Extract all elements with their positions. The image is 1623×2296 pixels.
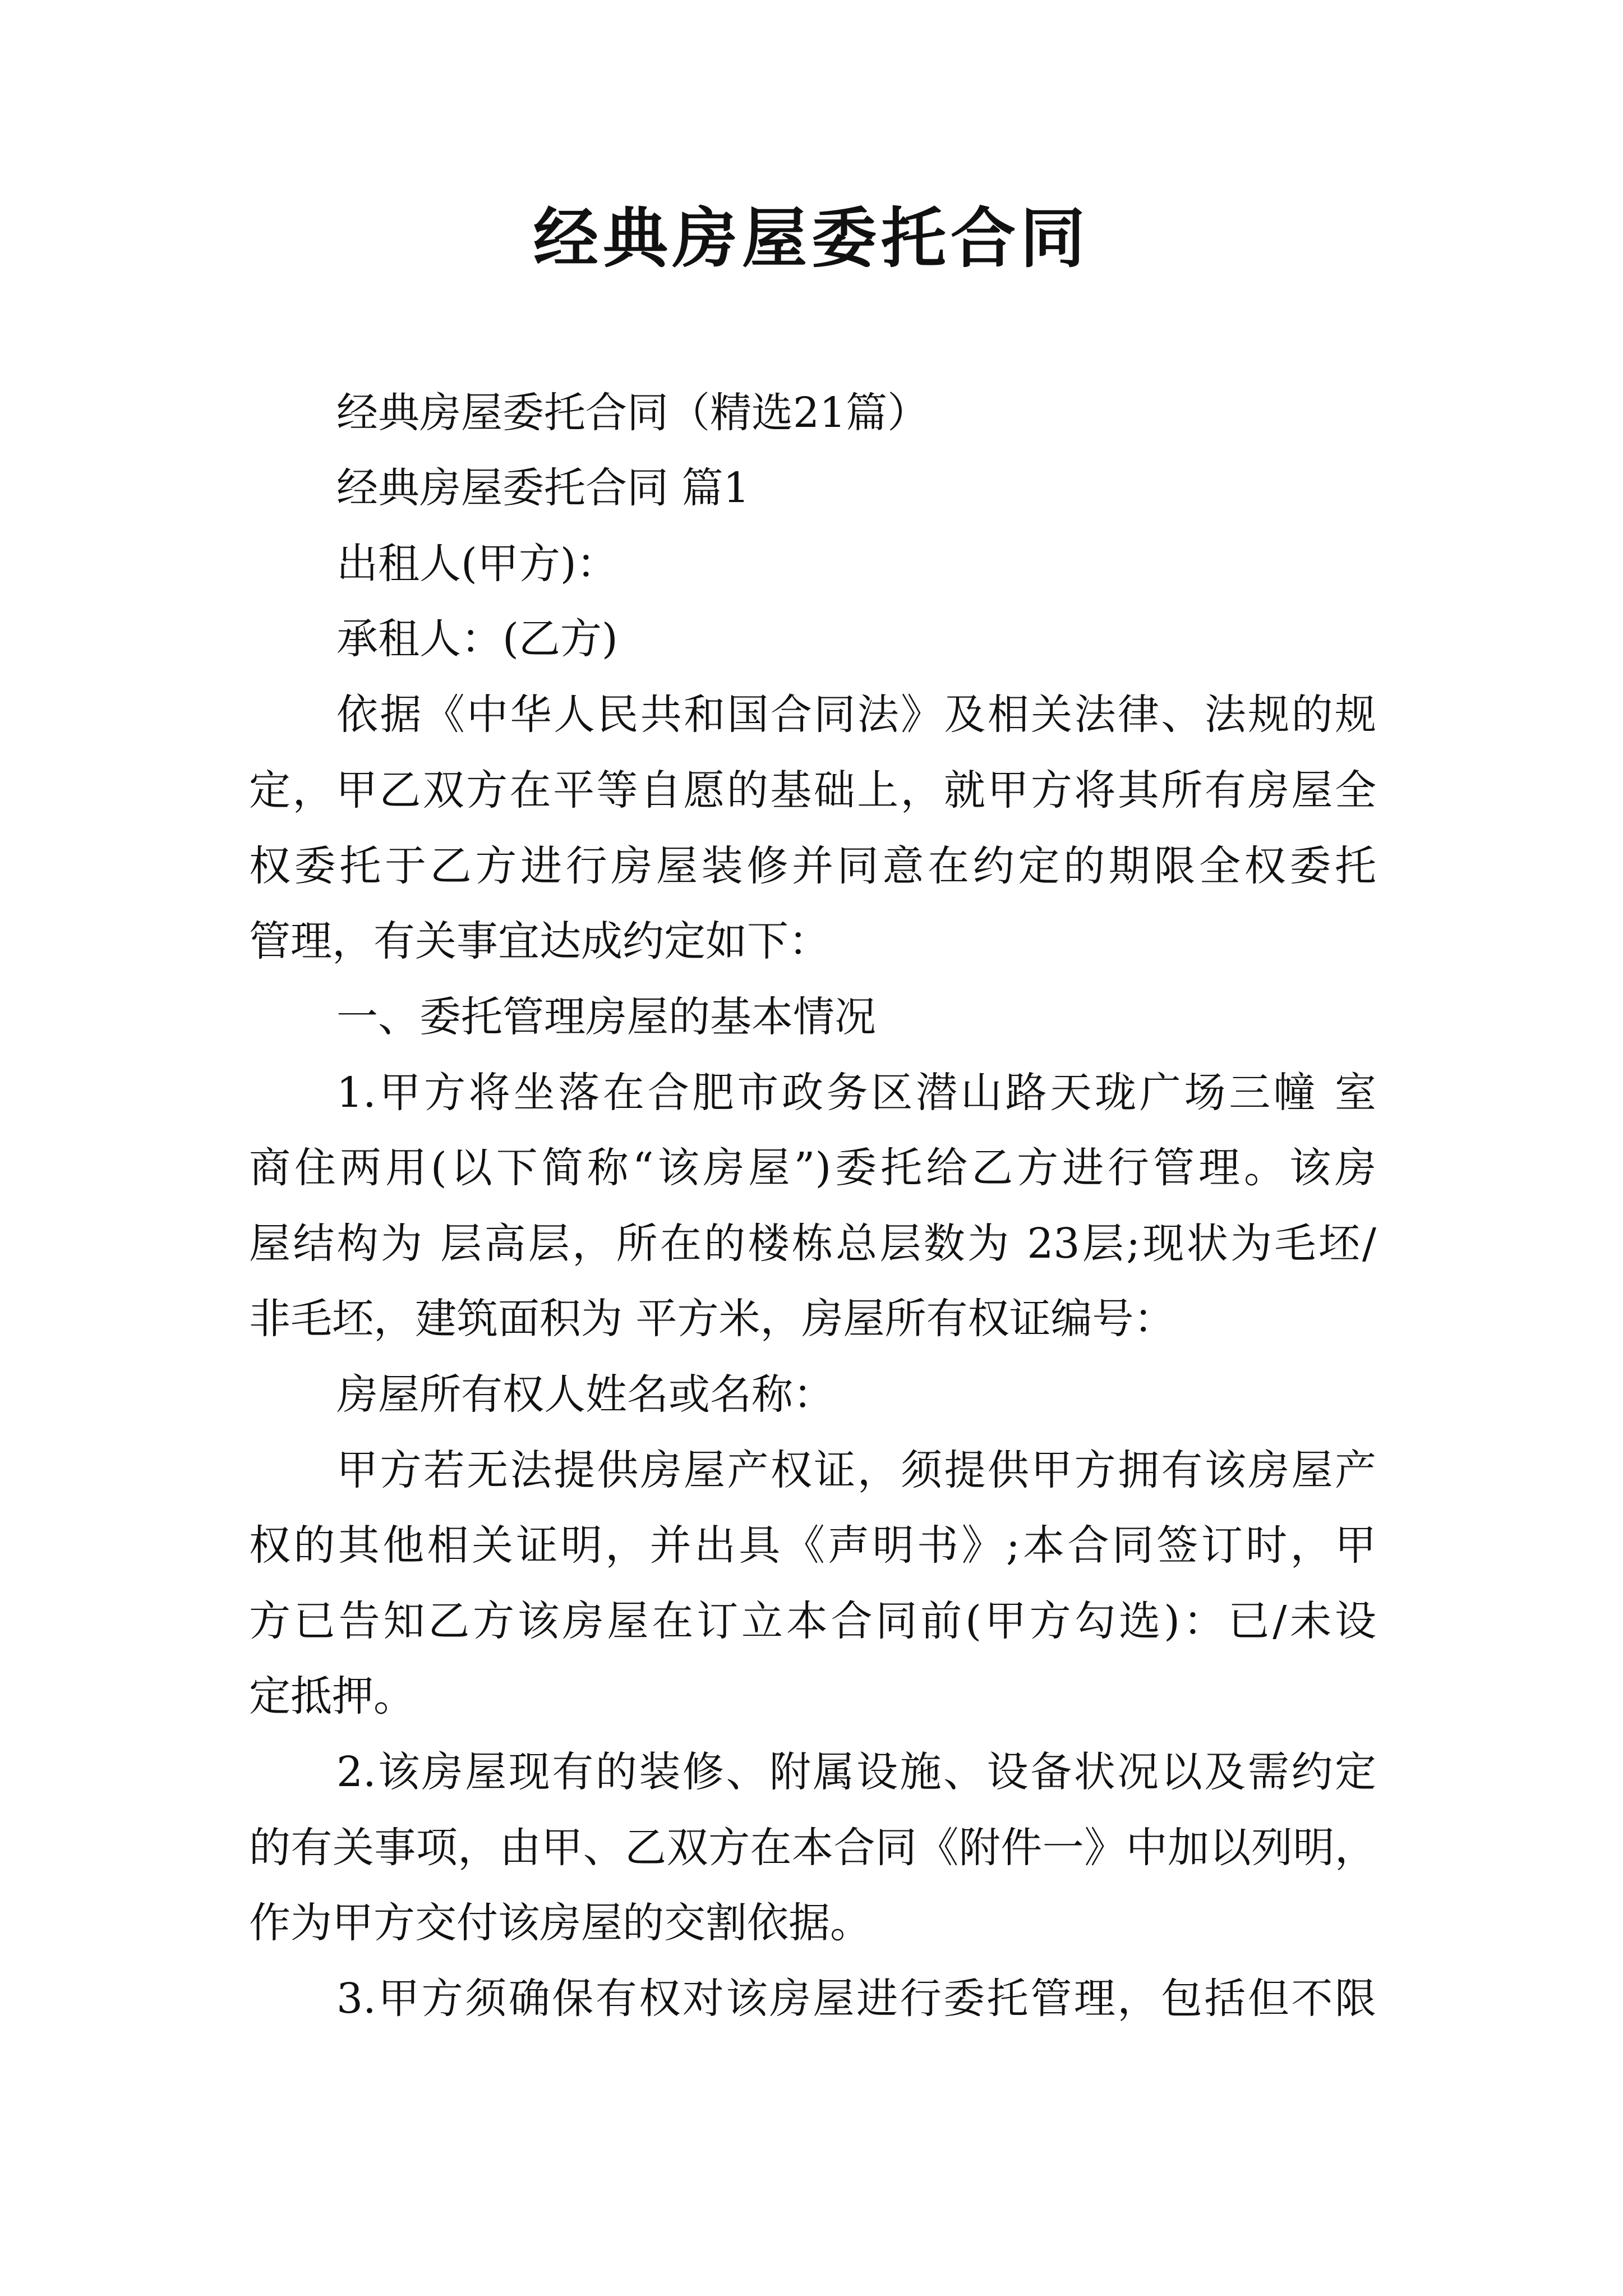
paragraph-line: 权的其他相关证明，并出具《声明书》;本合同签订时，甲 [249,1521,1376,1570]
paragraph-line: 作为甲方交付该房屋的交割依据。 [249,1899,872,1947]
document-title: 经典房屋委托合同 [533,200,1090,277]
paragraph-line: 非毛坯，建筑面积为 平方米，房屋所有权证编号： [249,1295,1175,1343]
paragraph-line: 1.甲方将坐落在合肥市政务区潜山路天珑广场三幢 室 [336,1069,1376,1117]
paragraph-line: 方已告知乙方该房屋在订立本合同前(甲方勾选)：已/未设 [249,1597,1376,1645]
paragraph-line: 依据《中华人民共和国合同法》及相关法律、法规的规 [336,691,1376,739]
paragraph-line: 定抵押。 [249,1672,415,1720]
paragraph-line: 的有关事项，由甲、乙双方在本合同《附件一》中加以列明， [249,1824,1376,1872]
lessee-line: 承租人：(乙方) [336,615,618,663]
paragraph-line: 定，甲乙双方在平等自愿的基础上，就甲方将其所有房屋全 [249,766,1376,815]
paragraph-line: 3.甲方须确保有权对该房屋进行委托管理，包括但不限 [336,1975,1376,2023]
paragraph-line: 房屋所有权人姓名或名称： [336,1370,834,1419]
paragraph-line: 屋结构为 层高层，所在的楼栋总层数为 23层;现状为毛坯/ [249,1220,1376,1268]
lessor-line: 出租人(甲方)： [336,540,618,588]
clause-heading-line: 一、委托管理房屋的基本情况 [336,993,876,1041]
paragraph-line: 管理，有关事宜达成约定如下： [249,917,830,965]
subtitle-line: 经典房屋委托合同（精选21篇） [336,389,929,437]
paragraph-line: 甲方若无法提供房屋产权证，须提供甲方拥有该房屋产 [336,1446,1376,1494]
paragraph-line: 2.该房屋现有的装修、附属设施、设备状况以及需约定 [336,1748,1376,1796]
paragraph-line: 权委托于乙方进行房屋装修并同意在约定的期限全权委托 [249,842,1376,890]
section-heading-line: 经典房屋委托合同 篇1 [336,464,750,512]
paragraph-line: 商住两用(以下简称“该房屋”)委托给乙方进行管理。该房 [249,1144,1376,1192]
